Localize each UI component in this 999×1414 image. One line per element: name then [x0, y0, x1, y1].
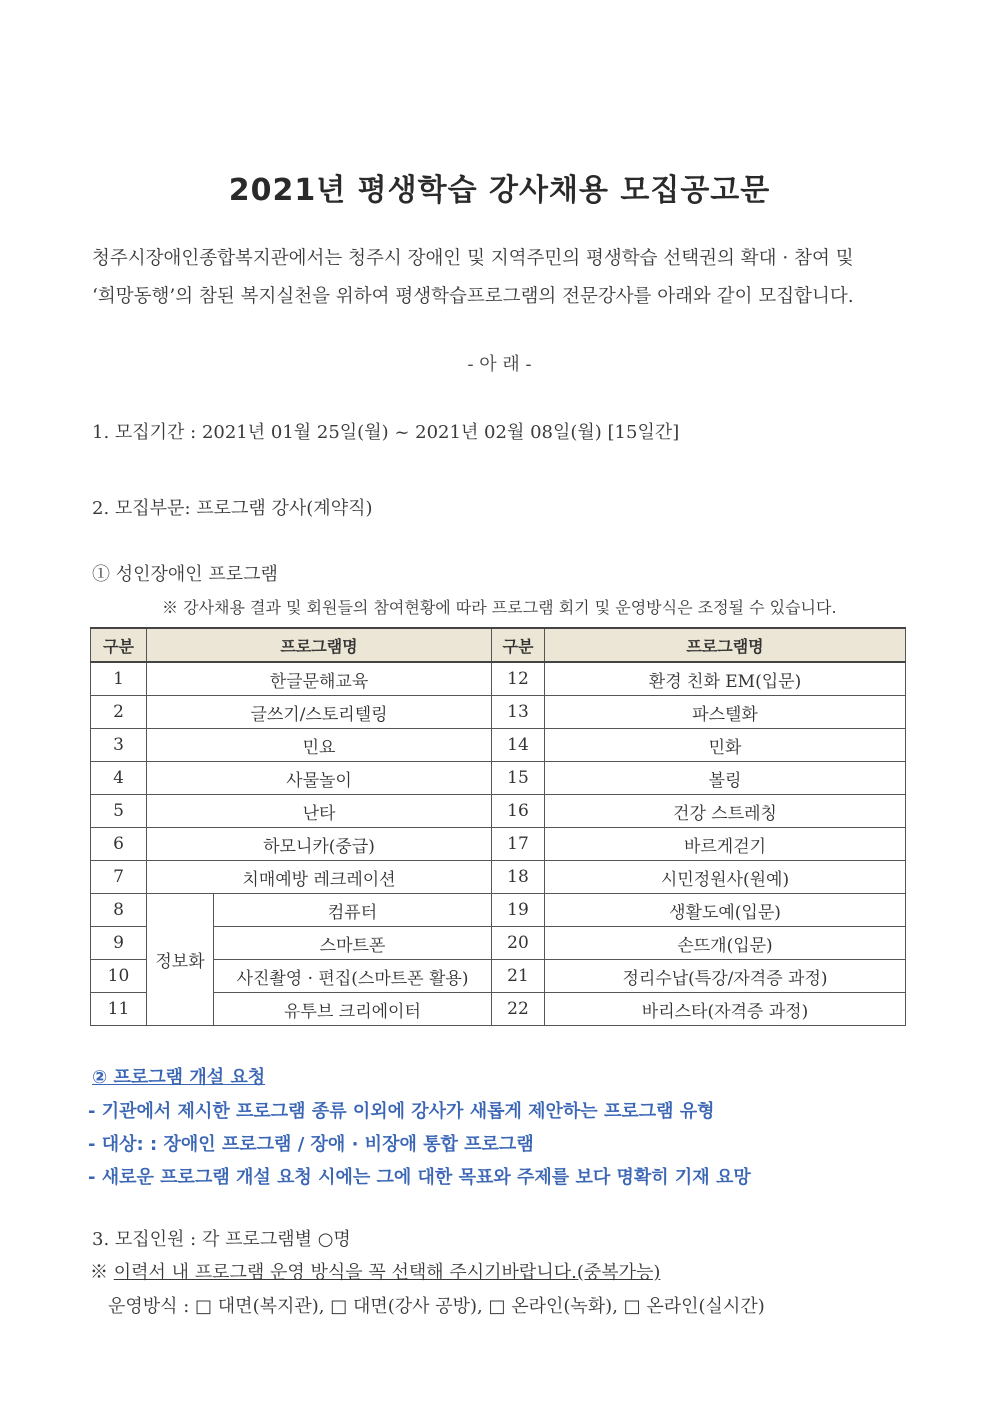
row-program: 민화: [545, 729, 906, 762]
row-no: 22: [492, 993, 545, 1026]
header-program-right: 프로그램명: [545, 628, 906, 662]
header-gubun-right: 구분: [492, 628, 545, 662]
row-no: 7: [91, 861, 147, 894]
sub-2-heading: ② 프로그램 개설 요청: [92, 1067, 266, 1088]
row-no: 12: [492, 662, 545, 696]
table-row: [91, 696, 906, 729]
page-title: 2021년 평생학습 강사채용 모집공고문: [228, 173, 771, 208]
row-no: 3: [91, 729, 147, 762]
row-program: 스마트폰: [214, 927, 492, 960]
row-program: 난타: [147, 795, 492, 828]
table-row: [91, 729, 906, 762]
table-row: [91, 762, 906, 795]
table-row: [91, 828, 906, 861]
sub-2-item-2: - 대상: : 장애인 프로그램 / 장애 · 비장애 통합 프로그램: [88, 1134, 534, 1155]
row-program: 생활도예(입문): [545, 894, 906, 927]
row-program: 컴퓨터: [214, 894, 492, 927]
row-no: 18: [492, 861, 545, 894]
row-program: 유투브 크리에이터: [214, 993, 492, 1026]
table-row: [91, 927, 906, 960]
row-program: 환경 친화 EM(입문): [545, 662, 906, 696]
row-no: 17: [492, 828, 545, 861]
intro-line-1: 청주시장애인종합복지관에서는 청주시 장애인 및 지역주민의 평생학습 선택권의 확대 · 참여 및: [92, 248, 854, 269]
program-table: [90, 627, 906, 1026]
row-no: 2: [91, 696, 147, 729]
sub-1-heading: ① 성인장애인 프로그램: [92, 564, 278, 585]
row-no: 13: [492, 696, 545, 729]
row-program: 손뜨개(입문): [545, 927, 906, 960]
row-no: 4: [91, 762, 147, 795]
row-program: 바리스타(자격증 과정): [545, 993, 906, 1026]
sub-2-item-1: - 기관에서 제시한 프로그램 종류 이외에 강사가 새롭게 제안하는 프로그램 유형: [88, 1101, 715, 1122]
table-row: [91, 795, 906, 828]
row-no: 9: [91, 927, 147, 960]
row-no: 5: [91, 795, 147, 828]
row-program: 하모니카(중급): [147, 828, 492, 861]
section-3-recruits: 3. 모집인원 : 각 프로그램별 ○명: [92, 1229, 351, 1250]
row-program: 민요: [147, 729, 492, 762]
section-3-method: 운영방식 : □ 대면(복지관), □ 대면(강사 공방), □ 온라인(녹화), □ 온라인(실시간): [108, 1296, 765, 1317]
header-gubun-left: 구분: [91, 628, 147, 662]
row-program: 치매예방 레크레이션: [147, 861, 492, 894]
note-mark: ※: [90, 1262, 114, 1283]
row-no: 8: [91, 894, 147, 927]
arae-divider: - 아 래 -: [467, 354, 532, 375]
sub-2-item-3: - 새로운 프로그램 개설 요청 시에는 그에 대한 목표와 주제를 보다 명확히 기재 요망: [88, 1167, 751, 1188]
row-program: 바르게걷기: [545, 828, 906, 861]
intro-paragraph: [92, 240, 912, 316]
row-program: 글쓰기/스토리텔링: [147, 696, 492, 729]
row-no: 20: [492, 927, 545, 960]
table-row: [91, 894, 906, 927]
header-program-left: 프로그램명: [147, 628, 492, 662]
section-3-note: [90, 1258, 660, 1284]
row-program: 한글문해교육: [147, 662, 492, 696]
intro-line-2: ‘희망동행’의 참된 복지실천을 위하여 평생학습프로그램의 전문강사를 아래와 같이 모집합니다.: [92, 286, 854, 307]
row-program: 파스텔화: [545, 696, 906, 729]
row-no: 15: [492, 762, 545, 795]
row-no: 6: [91, 828, 147, 861]
table-row: [91, 861, 906, 894]
row-no: 10: [91, 960, 147, 993]
row-program: 사물놀이: [147, 762, 492, 795]
row-no: 11: [91, 993, 147, 1026]
table-header-row: [91, 628, 906, 662]
table-row: [91, 993, 906, 1026]
group-label-info: 정보화: [147, 894, 214, 1026]
table-row: [91, 960, 906, 993]
row-program: 사진촬영 · 편집(스마트폰 활용): [214, 960, 492, 993]
row-no: 19: [492, 894, 545, 927]
row-program: 건강 스트레칭: [545, 795, 906, 828]
row-program: 볼링: [545, 762, 906, 795]
section-1-period: 1. 모집기간 : 2021년 01월 25일(월) ~ 2021년 02월 08일(월) [15일간]: [92, 422, 680, 443]
row-no: 16: [492, 795, 545, 828]
row-no: 1: [91, 662, 147, 696]
row-program: 정리수납(특강/자격증 과정): [545, 960, 906, 993]
table-row: [91, 662, 906, 696]
row-no: 21: [492, 960, 545, 993]
sub-1-note: ※ 강사채용 결과 및 회원들의 참여현황에 따라 프로그램 회기 및 운영방식은 조정될 수 있습니다.: [162, 598, 837, 617]
row-program: 시민정원사(원예): [545, 861, 906, 894]
section-2-category: 2. 모집부문: 프로그램 강사(계약직): [92, 498, 373, 519]
note-text: 이력서 내 프로그램 운영 방식을 꼭 선택해 주시기바랍니다.(중복가능): [113, 1262, 661, 1283]
row-no: 14: [492, 729, 545, 762]
